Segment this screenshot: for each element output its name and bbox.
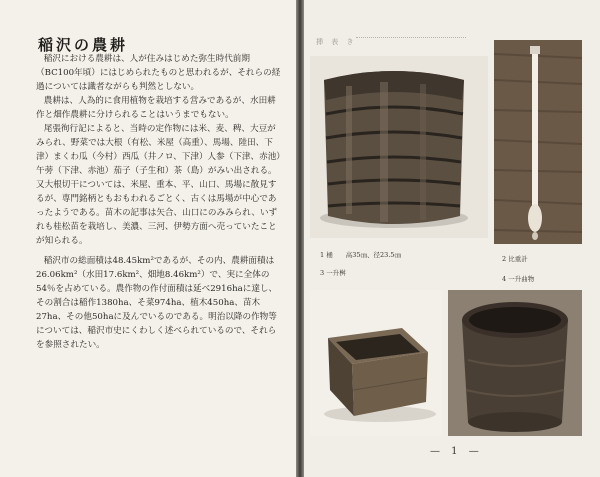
paragraph-3: 尾張徇行記によると、当時の定作物には米、麦、稗、大豆がみられ、野菜では大根（有松、米屋（高重）、馬場、陸田、下津）まくわ瓜（今村）西瓜（井ノロ、下津）人参（下津、赤池）午蒡（下津、赤池）茄子（子生和）茶（島）がみい出される。又大根切干については、米屋、重本、平、山口、馬場に散見するが、専門銘柄ともおもわれるごとく、古くは馬場が中心であったようである。苗木の記事は矢合、山口にのみみられ、いずれも桂松苗を栽培し、美濃、三河、伊勢方面へ売っていたことが知られる。 (36, 124, 281, 246)
photo-round-vessel (448, 290, 582, 436)
header-rule (356, 37, 466, 38)
page-number: — 1 — (430, 446, 483, 457)
photo-bucket (310, 56, 488, 238)
body-text (36, 52, 282, 352)
left-page (0, 0, 296, 477)
sho-box-image (310, 290, 442, 436)
paragraph-1: 稲沢における農耕は、人が住みはじめた弥生時代前期（BC100年頃）にはじめられたものと思われるが、それらの経過については識者ながらも判然としない。 (36, 54, 281, 92)
caption-3: 3 一升桝 (320, 269, 346, 277)
right-page (304, 0, 600, 477)
caption-2: 2 比重計 (502, 255, 528, 263)
paragraph-4: 稲沢市の総面積は48.45km²であるが、その内、農耕面積は26.06km²（水田17.6km²、畑地8.46km²）で、実に全体の54％を占めている。農作物の作付面積は延べ2916haに達し、その割合は稲作1380ha、そ菜974ha、植木450ha、苗木27ha、その他50haに及んでいるのである。明治以降の作物等については、稲沢市史にくわしく述べられているので、それらを参照されたい。 (36, 256, 278, 350)
caption-1: 1 桶 高35㎝、径23.5㎝ (320, 251, 401, 259)
page-title: 稲沢の農耕 (38, 36, 129, 54)
photo-sho-box (310, 290, 442, 436)
photo-hydrometer (494, 40, 582, 244)
round-vessel-image (448, 290, 582, 436)
hydrometer-image (494, 40, 582, 244)
bucket-image (310, 56, 488, 238)
paragraph-2: 農耕は、人為的に食用植物を栽培する営みであるが、水田耕作と畑作農耕に分けられることはいうまでもない。 (36, 96, 276, 120)
book-gutter (296, 0, 304, 477)
plates-header: 挿 表 き (316, 38, 357, 46)
caption-4: 4 一升曲物 (502, 275, 535, 283)
